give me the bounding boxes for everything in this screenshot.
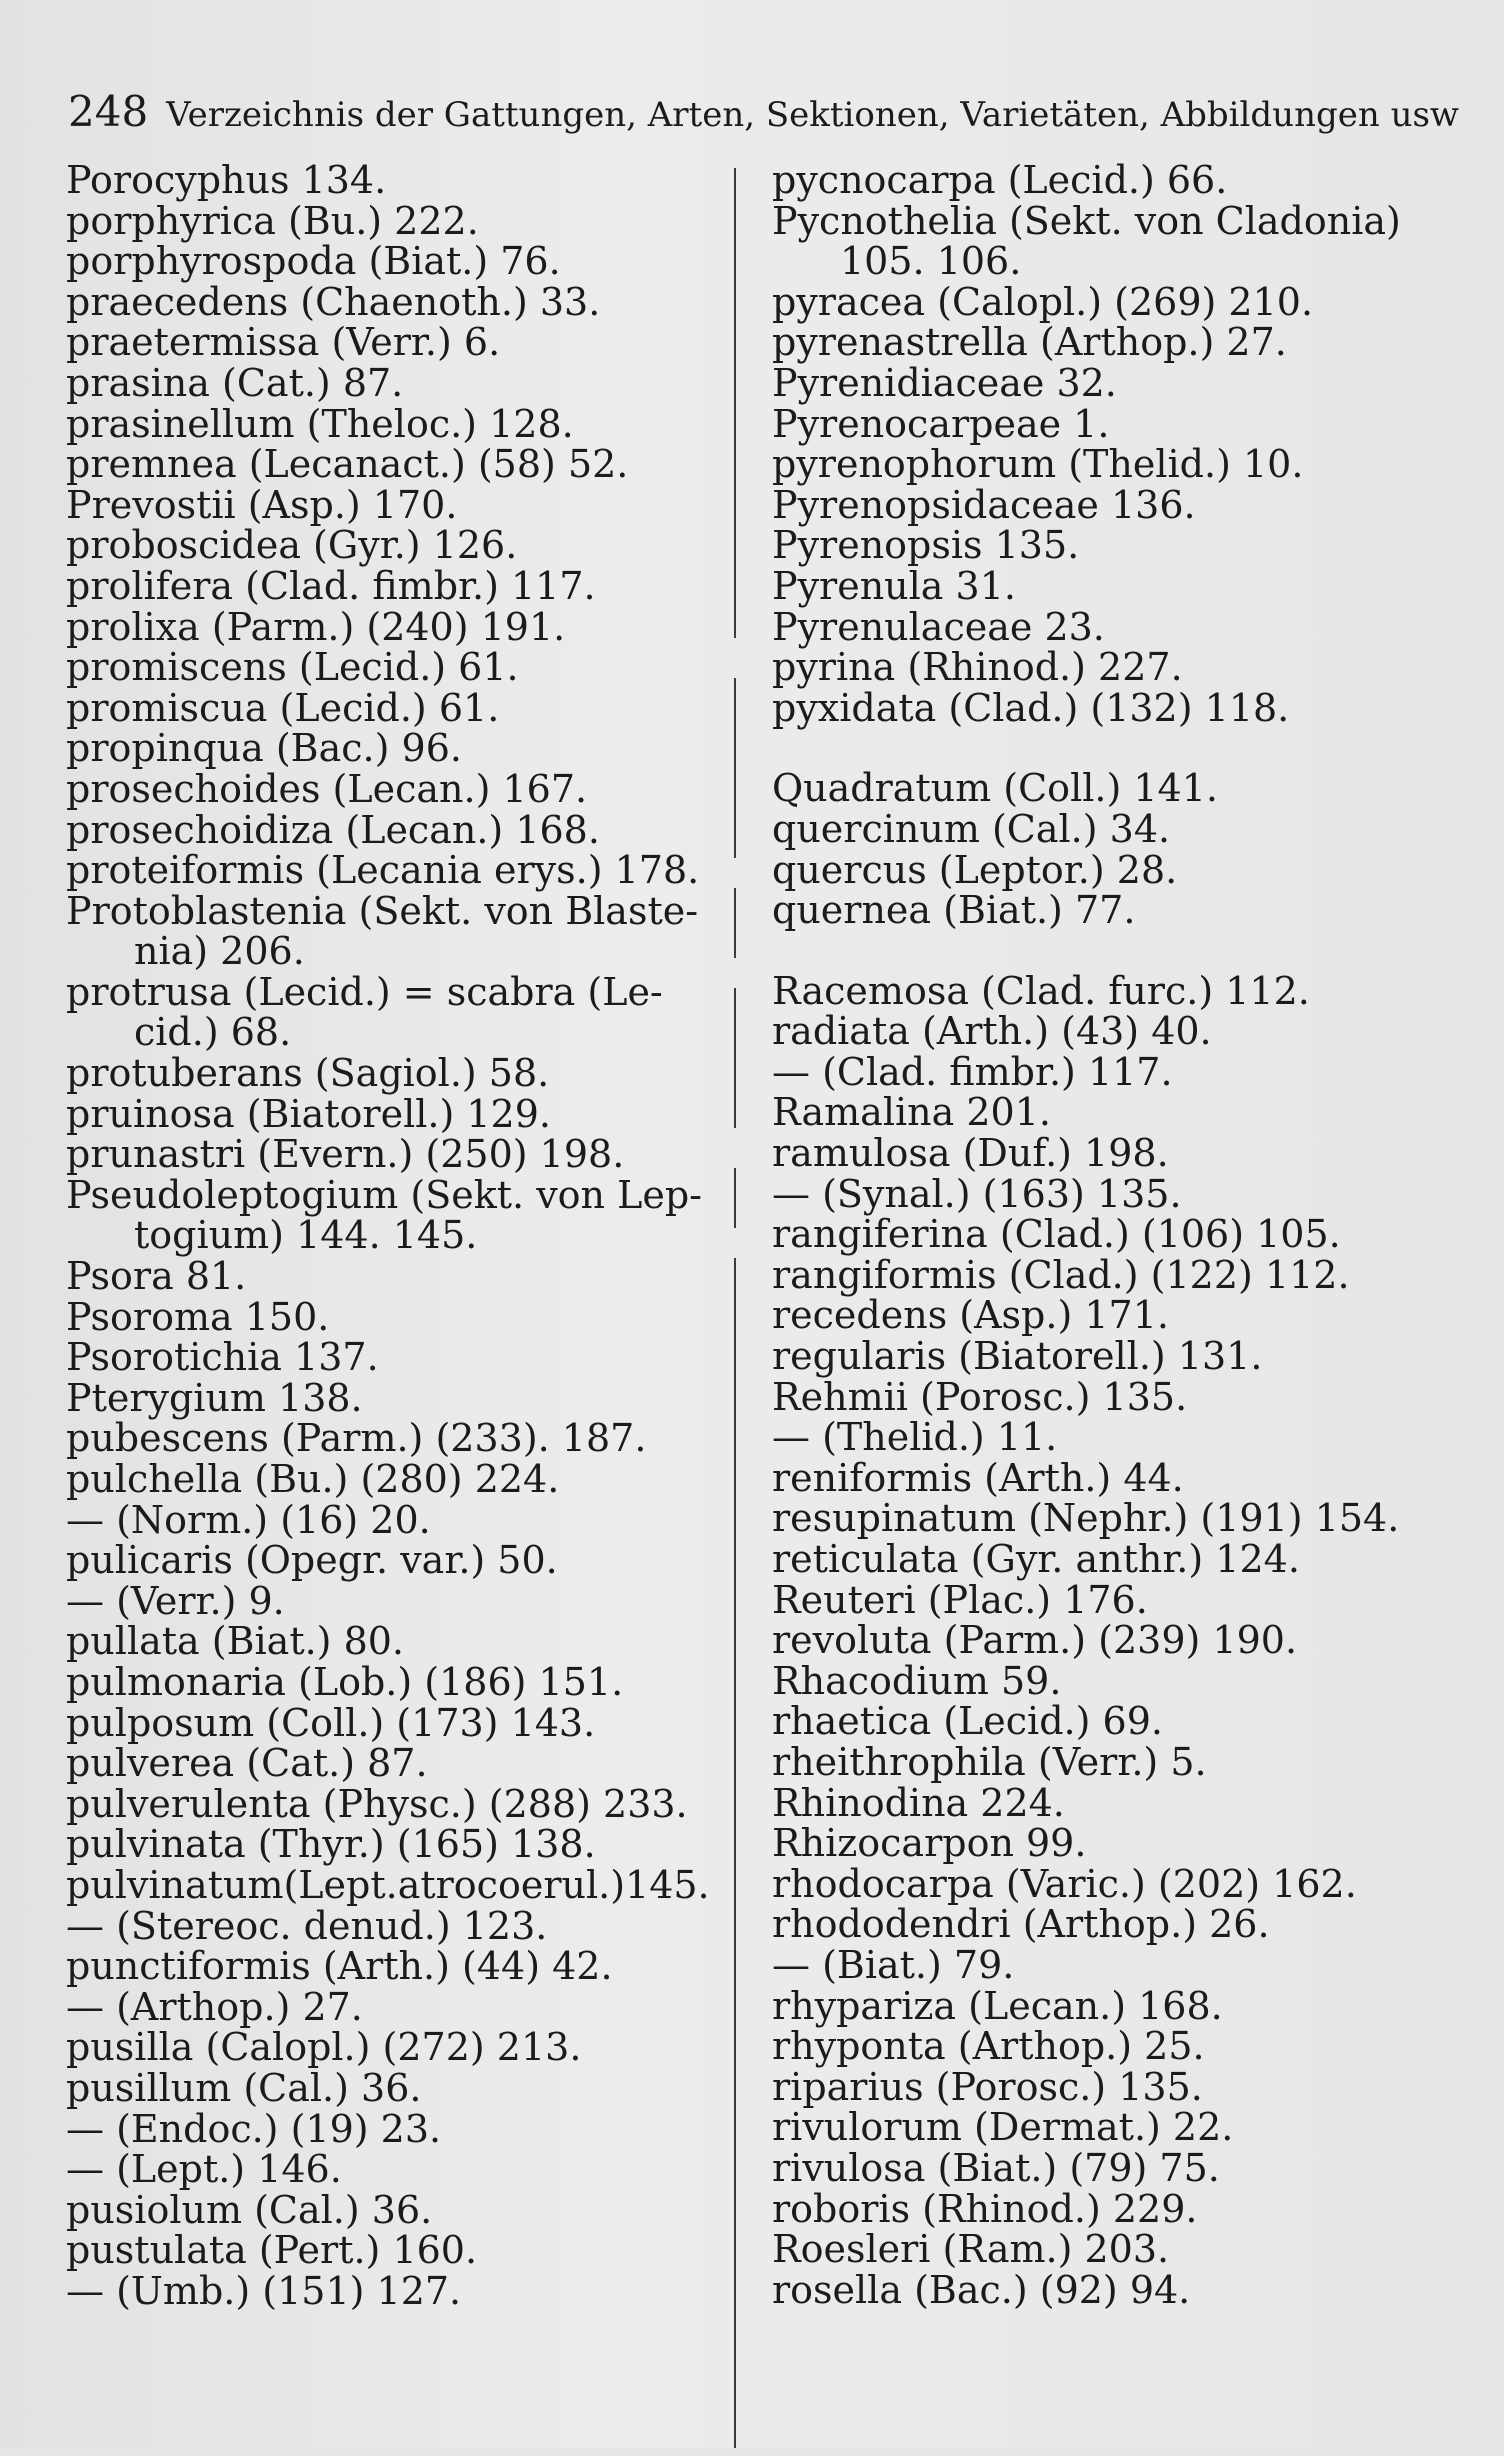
- index-entry: — (Verr.) 9.: [66, 1578, 285, 1623]
- index-entry: Prevostii (Asp.) 170.: [66, 482, 458, 527]
- index-entry: Quadratum (Coll.) 141.: [772, 766, 1218, 811]
- index-entry: proteiformis (Lecania erys.) 178.: [66, 848, 700, 893]
- index-entry: roboris (Rhinod.) 229.: [772, 2186, 1198, 2231]
- index-entry: — (Stereoc. denud.) 123.: [66, 1903, 548, 1948]
- column-divider: [734, 168, 736, 2456]
- index-entry: Racemosa (Clad. furc.) 112.: [772, 968, 1310, 1013]
- index-entry: pusillum (Cal.) 36.: [66, 2065, 422, 2110]
- page-header: [68, 87, 1460, 139]
- index-entry: pyrina (Rhinod.) 227.: [772, 645, 1183, 690]
- index-entry: porphyrica (Bu.) 222.: [66, 198, 479, 243]
- index-entry: rangiformis (Clad.) (122) 112.: [772, 1252, 1350, 1297]
- index-entry: Psorotichia 137.: [66, 1335, 379, 1380]
- index-entry: pusilla (Calopl.) (272) 213.: [66, 2025, 582, 2070]
- index-entry: pulmonaria (Lob.) (186) 151.: [66, 1659, 624, 1704]
- index-entry: reniformis (Arth.) 44.: [772, 1455, 1184, 1500]
- index-entry: prosechoides (Lecan.) 167.: [66, 766, 588, 811]
- index-entry: pyracea (Calopl.) (269) 210.: [772, 279, 1314, 324]
- index-entry: riparius (Porosc.) 135.: [772, 2064, 1203, 2109]
- index-entry: Pyrenopsis 135.: [772, 523, 1080, 568]
- index-entry: Protoblastenia (Sekt. von Blaste-: [66, 888, 699, 933]
- index-entry: pusiolum (Cal.) 36.: [66, 2187, 433, 2232]
- index-entry: protuberans (Sagiol.) 58.: [66, 1051, 550, 1096]
- index-entry: rhypariza (Lecan.) 168.: [772, 1983, 1223, 2028]
- running-title: Verzeichnis der Gattungen, Arten, Sektionen, Varietäten, Abbildungen usw: [166, 95, 1460, 135]
- index-entry: Roesleri (Ram.) 203.: [772, 2227, 1170, 2272]
- index-entry: Psora 81.: [66, 1254, 247, 1299]
- page-number: 248: [68, 87, 149, 136]
- index-entry: praecedens (Chaenoth.) 33.: [66, 279, 601, 324]
- index-entry: pulverea (Cat.) 87.: [66, 1741, 428, 1786]
- index-entry: Pycnothelia (Sekt. von Cladonia): [772, 198, 1401, 243]
- index-entry: — (Norm.) (16) 20.: [66, 1497, 431, 1542]
- index-entry: quercus (Leptor.) 28.: [772, 847, 1178, 892]
- index-entry: Ramalina 201.: [772, 1090, 1051, 1135]
- index-entry: pulchella (Bu.) (280) 224.: [66, 1457, 560, 1501]
- index-entry: — (Biat.) 79.: [772, 1942, 1015, 1987]
- index-entry: premnea (Lecanact.) (58) 52.: [66, 442, 629, 487]
- index-entry: pullata (Biat.) 80.: [66, 1619, 405, 1664]
- index-entry: pyrenastrella (Arthop.) 27.: [772, 320, 1287, 365]
- index-entry-continuation: nia) 206.: [134, 929, 305, 974]
- index-entry-continuation: cid.) 68.: [134, 1010, 292, 1055]
- index-entry: Rhinodina 224.: [772, 1780, 1065, 1825]
- index-column-left: [66, 160, 726, 2311]
- index-entry: — (Clad. fimbr.) 117.: [772, 1049, 1173, 1094]
- index-entry: — (Endoc.) (19) 23.: [66, 2106, 442, 2151]
- index-entry: revoluta (Parm.) (239) 190.: [772, 1618, 1298, 1663]
- index-entry: praetermissa (Verr.) 6.: [66, 320, 501, 365]
- index-entry: rhodocarpa (Varic.) (202) 162.: [772, 1861, 1357, 1906]
- index-entry: regularis (Biatorell.) 131.: [772, 1334, 1263, 1379]
- index-entry: quercinum (Cal.) 34.: [772, 806, 1171, 851]
- index-entry: rosella (Bac.) (92) 94.: [772, 2267, 1191, 2312]
- index-entry: Pseudoleptogium (Sekt. von Lep-: [66, 1172, 702, 1217]
- index-entry: Rhizocarpon 99.: [772, 1821, 1087, 1866]
- index-entry: Reuteri (Plac.) 176.: [772, 1577, 1148, 1622]
- index-entry-continuation: 105. 106.: [840, 239, 1022, 284]
- index-entry: Pyrenidiaceae 32.: [772, 360, 1117, 405]
- index-entry: pulverulenta (Physc.) (288) 233.: [66, 1781, 688, 1826]
- index-entry: pyrenophorum (Thelid.) 10.: [772, 442, 1304, 487]
- index-entry: pustulata (Pert.) 160.: [66, 2228, 478, 2273]
- index-entry: propinqua (Bac.) 96.: [66, 726, 462, 771]
- index-entry: pycnocarpa (Lecid.) 66.: [772, 158, 1228, 202]
- index-entry: Pyrenula 31.: [772, 563, 1016, 608]
- index-entry: pruinosa (Biatorell.) 129.: [66, 1091, 551, 1136]
- index-entry: quernea (Biat.) 77.: [772, 888, 1136, 933]
- index-entry: Rehmii (Porosc.) 135.: [772, 1374, 1188, 1419]
- index-entry: prosechoidiza (Lecan.) 168.: [66, 807, 600, 852]
- index-entry: promiscens (Lecid.) 61.: [66, 645, 519, 690]
- index-entry: rhododendri (Arthop.) 26.: [772, 1902, 1270, 1947]
- index-entry: proboscidea (Gyr.) 126.: [66, 523, 518, 568]
- index-entry: — (Umb.) (151) 127.: [66, 2268, 462, 2313]
- index-entry: pulvinata (Thyr.) (165) 138.: [66, 1822, 596, 1867]
- index-entry: — (Synal.) (163) 135.: [772, 1171, 1182, 1216]
- index-entry: prasinellum (Theloc.) 128.: [66, 401, 574, 446]
- index-entry: porphyrospoda (Biat.) 76.: [66, 239, 561, 284]
- index-entry: pulicaris (Opegr. var.) 50.: [66, 1538, 558, 1583]
- index-entry: rheithrophila (Verr.) 5.: [772, 1739, 1207, 1784]
- index-entry: rivulorum (Dermat.) 22.: [772, 2105, 1234, 2150]
- index-entry: punctiformis (Arth.) (44) 42.: [66, 1944, 613, 1989]
- index-entry: radiata (Arth.) (43) 40.: [772, 1009, 1212, 1054]
- index-entry: Psoroma 150.: [66, 1294, 330, 1339]
- index-entry: protrusa (Lecid.) = scabra (Le-: [66, 969, 663, 1014]
- index-entry: — (Arthop.) 27.: [66, 1984, 363, 2029]
- index-entry: rangiferina (Clad.) (106) 105.: [772, 1212, 1341, 1257]
- index-entry: prunastri (Evern.) (250) 198.: [66, 1132, 625, 1177]
- index-entry: reticulata (Gyr. anthr.) 124.: [772, 1537, 1300, 1581]
- index-entry: prasina (Cat.) 87.: [66, 360, 404, 405]
- index-entry: — (Thelid.) 11.: [772, 1415, 1058, 1460]
- index-entry: recedens (Asp.) 171.: [772, 1293, 1169, 1338]
- index-entry: rhaetica (Lecid.) 69.: [772, 1699, 1163, 1744]
- index-entry: Pyrenopsidaceae 136.: [772, 482, 1196, 527]
- index-column-right: [772, 160, 1462, 2310]
- index-entry: Pyrenocarpeae 1.: [772, 401, 1110, 446]
- index-entry: prolixa (Parm.) (240) 191.: [66, 604, 566, 649]
- index-entry: Porocyphus 134.: [66, 158, 387, 202]
- index-entry: — (Lept.) 146.: [66, 2147, 342, 2192]
- index-entry: pyxidata (Clad.) (132) 118.: [772, 685, 1290, 730]
- index-entry: Pterygium 138.: [66, 1375, 363, 1420]
- index-entry-continuation: togium) 144. 145.: [134, 1213, 478, 1258]
- index-entry: rhyponta (Arthop.) 25.: [772, 2024, 1205, 2069]
- index-entry: Rhacodium 59.: [772, 1658, 1062, 1703]
- index-entry: ramulosa (Duf.) 198.: [772, 1131, 1169, 1176]
- index-entry: pulvinatum(Lept.atrocoerul.)145.: [66, 1862, 710, 1907]
- index-entry: rivulosa (Biat.) (79) 75.: [772, 2145, 1220, 2190]
- index-entry: promiscua (Lecid.) 61.: [66, 685, 500, 730]
- index-entry: pubescens (Parm.) (233). 187.: [66, 1416, 647, 1461]
- index-entry: Pyrenulaceae 23.: [772, 604, 1105, 649]
- index-entry: pulposum (Coll.) (173) 143.: [66, 1700, 596, 1745]
- index-entry: prolifera (Clad. fimbr.) 117.: [66, 563, 596, 608]
- index-entry: resupinatum (Nephr.) (191) 154.: [772, 1496, 1400, 1541]
